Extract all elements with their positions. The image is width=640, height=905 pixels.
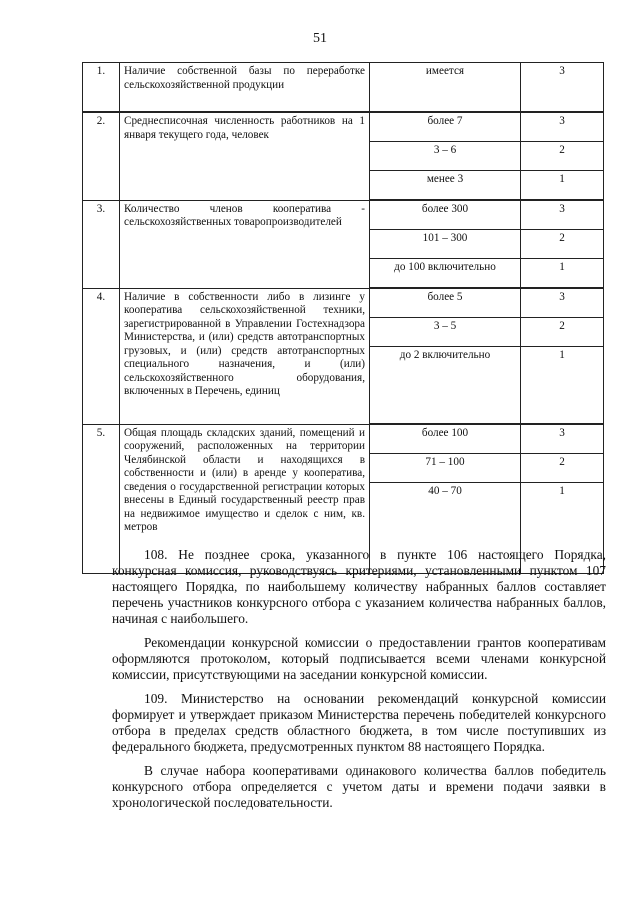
criterion-number: 4. <box>83 288 120 424</box>
criterion-value: более 7 <box>370 112 521 142</box>
criterion-score: 2 <box>521 318 604 347</box>
paragraph-109: 109. Министерство на основании рекомендаций конкурсной комиссии формирует и утверждает приказом Министерства перечень победителей конкурсного отбора в пределах средств областного бюджета, в том числе поступивших из федерального бюджета, предусмотренных пунктом 88 настоящего Порядка. <box>112 691 606 754</box>
criterion-score: 2 <box>521 230 604 259</box>
table-row <box>83 63 604 113</box>
criterion-score: 2 <box>521 454 604 483</box>
criterion-description: Количество членов кооператива - сельскохозяйственных товаропроизводителей <box>120 200 370 288</box>
criterion-score: 1 <box>521 259 604 289</box>
criterion-value: 3 – 6 <box>370 142 521 171</box>
criterion-value: 71 – 100 <box>370 454 521 483</box>
table-row <box>83 424 604 454</box>
criterion-value: менее 3 <box>370 171 521 201</box>
criterion-score: 1 <box>521 483 604 574</box>
body-text <box>112 547 606 811</box>
table-row <box>83 288 604 318</box>
criteria-table <box>82 62 604 574</box>
criterion-score: 3 <box>521 288 604 318</box>
criterion-description: Наличие собственной базы по переработке сельскохозяйственной продукции <box>120 63 370 113</box>
criterion-value: более 5 <box>370 288 521 318</box>
criterion-number: 5. <box>83 424 120 574</box>
table-row <box>83 112 604 142</box>
criterion-value: 101 – 300 <box>370 230 521 259</box>
table-row <box>83 200 604 230</box>
criterion-description: Наличие в собственности либо в лизинге у кооператива сельскохозяйственной техники, зарегистрированной в Управлении Гостехнадзора Министерства, и (или) средств автотранспортных грузовых, и (или) средств автотранспортных специального назначения, и (или) сельскохозяйственного оборудования, включенных в Перечень, единиц <box>120 288 370 424</box>
criterion-score: 1 <box>521 347 604 425</box>
criterion-value: более 100 <box>370 424 521 454</box>
criterion-value: до 100 включительно <box>370 259 521 289</box>
criterion-value: 40 – 70 <box>370 483 521 574</box>
criteria-table-body <box>83 63 604 574</box>
criterion-number: 1. <box>83 63 120 113</box>
criterion-value: до 2 включительно <box>370 347 521 425</box>
paragraph-equal-scores: В случае набора кооперативами одинакового количества баллов победитель конкурсного отбора определяется с учетом даты и времени подачи заявки в хронологической последовательности. <box>112 763 606 810</box>
criterion-score: 3 <box>521 112 604 142</box>
page-number: 51 <box>313 31 327 46</box>
criterion-description: Общая площадь складских зданий, помещений и сооружений, расположенных на территории Челябинской области и находящихся в собственности и (или) в аренде у кооператива, сведения о государственной регистрации которых внесены в Единый государственный реестр прав на недвижимое имущество и сделок с ним, кв. метров <box>120 424 370 574</box>
criterion-description: Среднесписочная численность работников на 1 января текущего года, человек <box>120 112 370 200</box>
criterion-number: 2. <box>83 112 120 200</box>
criterion-score: 2 <box>521 142 604 171</box>
criterion-value: более 300 <box>370 200 521 230</box>
criterion-score: 3 <box>521 200 604 230</box>
criterion-value: имеется <box>370 63 521 113</box>
criterion-score: 1 <box>521 171 604 201</box>
criterion-number: 3. <box>83 200 120 288</box>
criterion-value: 3 – 5 <box>370 318 521 347</box>
criterion-score: 3 <box>521 424 604 454</box>
paragraph-108: 108. Не позднее срока, указанного в пункте 106 настоящего Порядка, конкурсная комиссия, руководствуясь критериями, установленными пунктом 107 настоящего Порядка, по наибольшему количеству набранных баллов составляет перечень участников конкурсного отбора с указанием количества набранных баллов, начиная с наибольшего. <box>112 547 606 626</box>
paragraph-recommendations: Рекомендации конкурсной комиссии о предоставлении грантов кооперативам оформляются протоколом, который подписывается всеми членами конкурсной комиссии, присутствующими на заседании конкурсной комиссии. <box>112 635 606 682</box>
criterion-score: 3 <box>521 63 604 113</box>
